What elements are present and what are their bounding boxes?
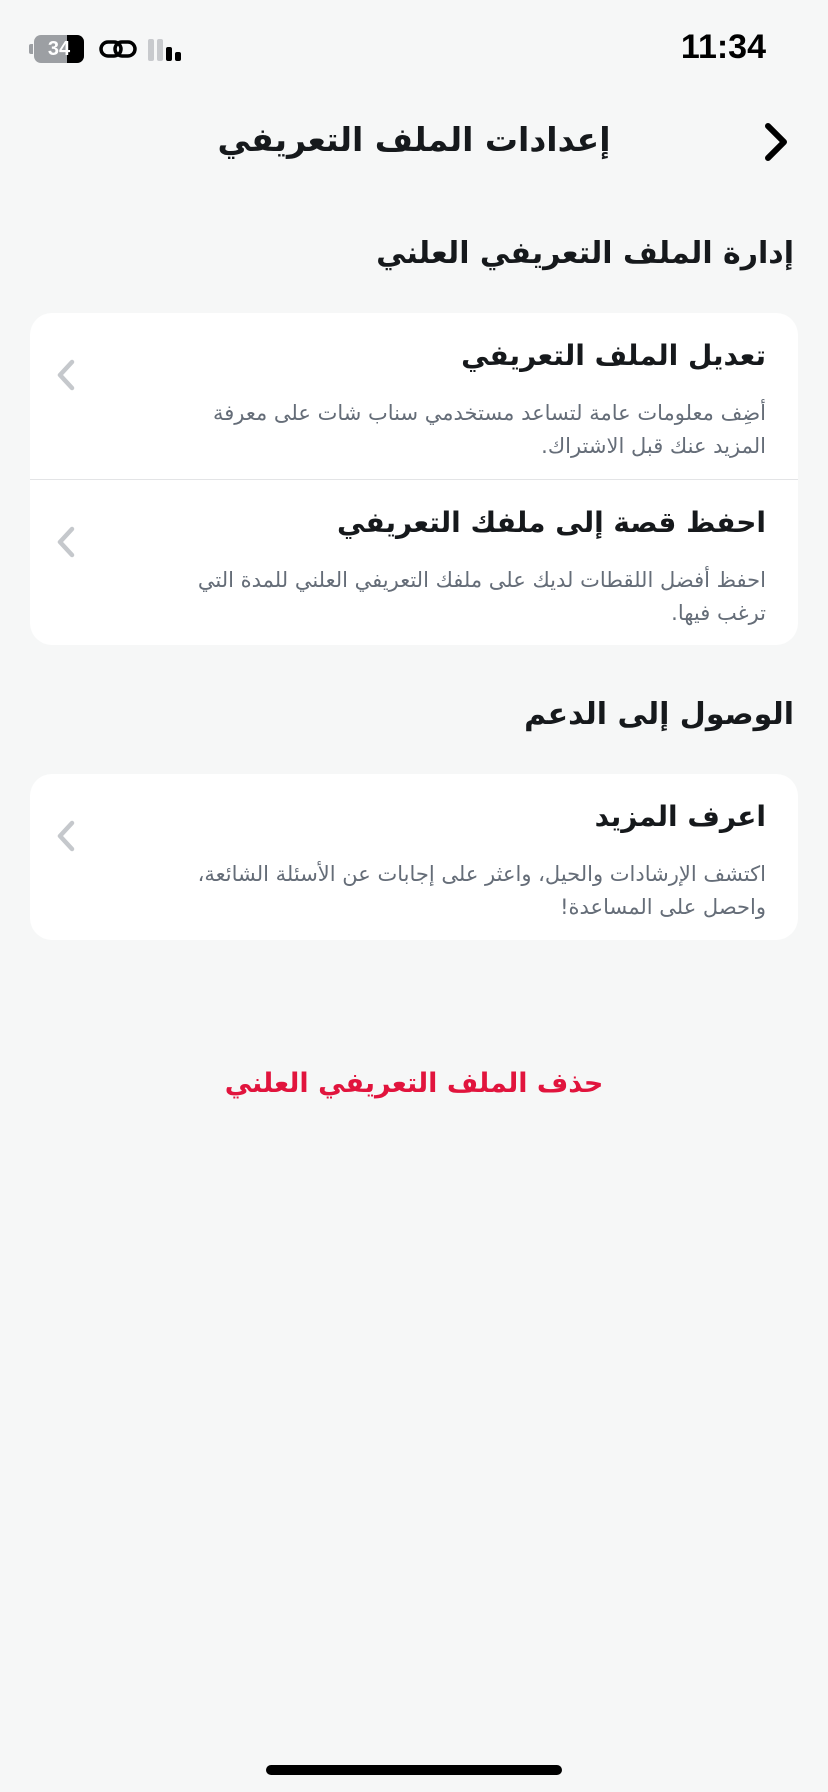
save-story-title: احفظ قصة إلى ملفك التعريفي	[337, 506, 766, 539]
signal-icon	[148, 37, 181, 61]
edit-profile-item[interactable]	[30, 313, 798, 479]
learn-more-item[interactable]	[30, 774, 798, 940]
public-profile-card	[30, 313, 798, 645]
chevron-left-icon	[52, 818, 80, 854]
support-card	[30, 774, 798, 940]
status-time: 11:34	[680, 28, 766, 66]
learn-more-description: اكتشف الإرشادات والحيل، واعثر على إجابات عن الأسئلة الشائعة، واحصل على المساعدة!	[197, 862, 766, 919]
header	[0, 110, 828, 174]
edit-profile-description: أضِف معلومات عامة لتساعد مستخدمي سناب شات على معرفة المزيد عنك قبل الاشتراك.	[212, 401, 766, 458]
home-indicator	[266, 1765, 562, 1775]
battery-icon	[34, 35, 88, 63]
save-story-description: احفظ أفضل اللقطات لديك على ملفك التعريفي العلني للمدة التي ترغب فيها.	[197, 568, 766, 625]
battery-level: 34	[47, 37, 71, 60]
status-bar	[0, 0, 828, 100]
chevron-left-icon	[52, 524, 80, 560]
status-icons	[34, 34, 181, 64]
edit-profile-title: تعديل الملف التعريفي	[461, 339, 766, 372]
link-icon	[98, 34, 138, 64]
learn-more-title: اعرف المزيد	[594, 800, 766, 833]
section-title-support: الوصول إلى الدعم	[524, 697, 794, 732]
page-title: إعدادات الملف التعريفي	[217, 120, 611, 159]
chevron-left-icon	[52, 357, 80, 393]
delete-public-profile-button[interactable]: حذف الملف التعريفي العلني	[224, 1068, 604, 1099]
section-title-public-profile: إدارة الملف التعريفي العلني	[376, 236, 794, 271]
save-story-item[interactable]	[30, 479, 798, 645]
